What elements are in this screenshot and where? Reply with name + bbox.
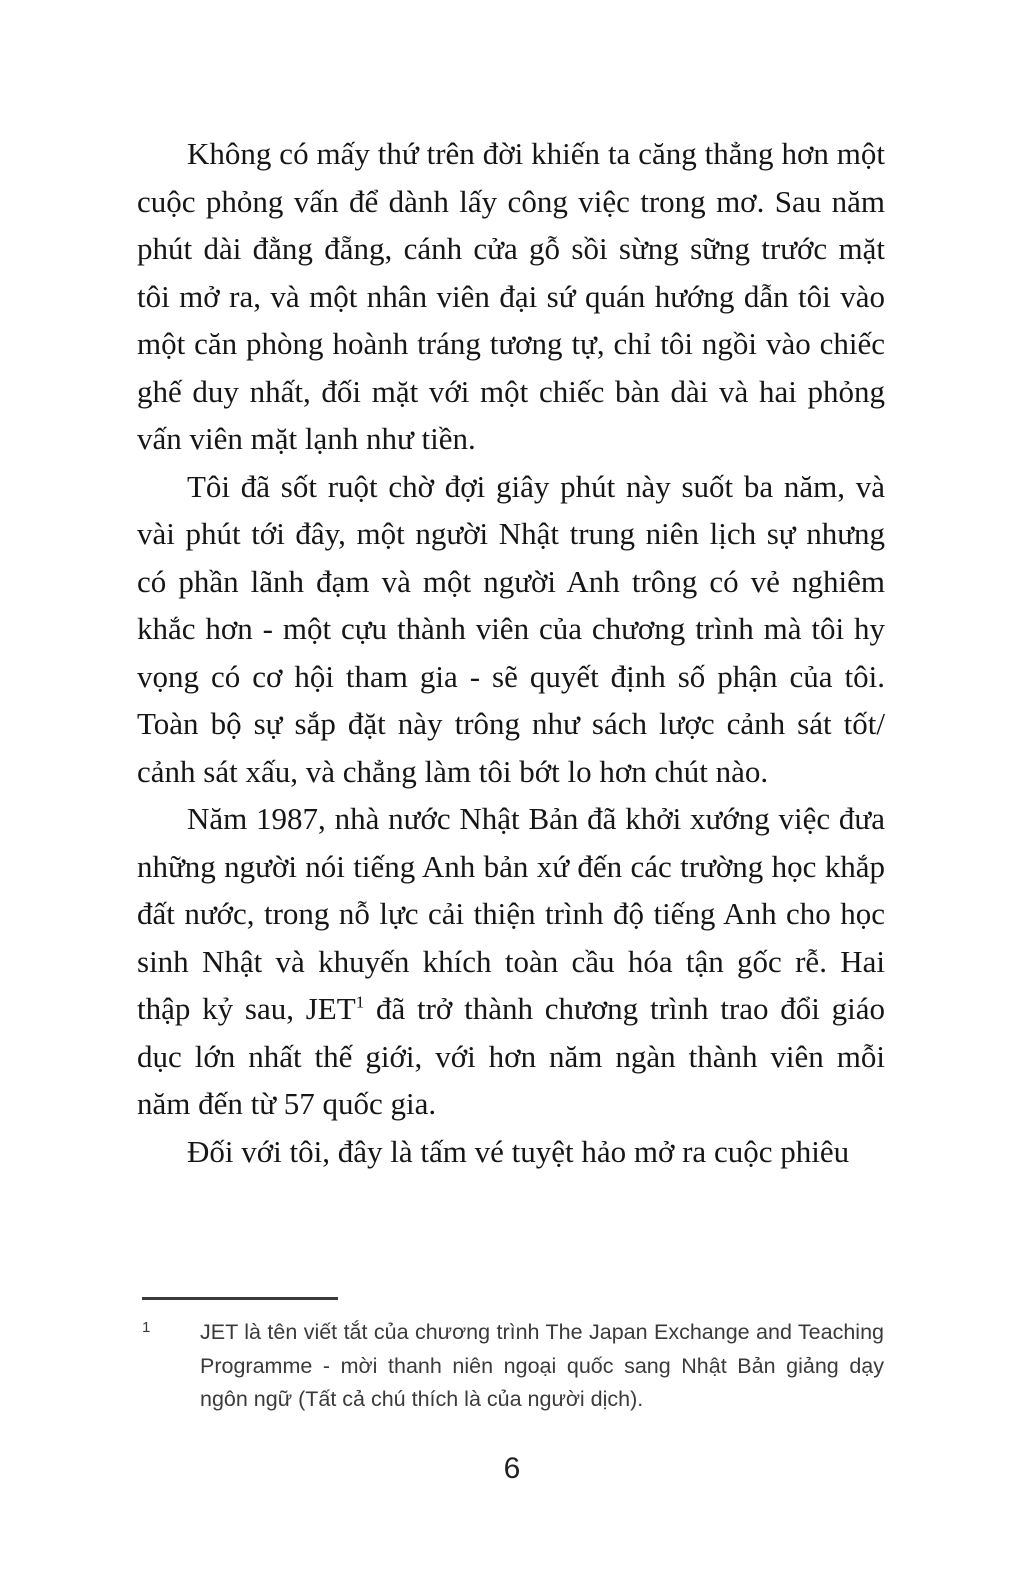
- paragraph-text: Đối với tôi, đây là tấm vé tuyệt hảo mở ra cuộc phiêu: [187, 1133, 850, 1169]
- footnote-text: JET là tên viết tắt của chương trình The Japan Exchange and Teaching Programme - mời thanh niên ngoại quốc sang Nhật Bản giảng dạy ngôn ngữ (Tất cả chú thích là của người dịch).: [200, 1320, 884, 1411]
- body-paragraph: [137, 130, 885, 463]
- body-paragraph: [137, 463, 885, 796]
- page-number: 6: [503, 1452, 521, 1485]
- paragraph-text: đã trở thành chương trình trao đổi giáo dục lớn nhất thế giới, với hơn năm ngàn thành viên mỗi năm đến từ 57 quốc gia.: [137, 991, 885, 1121]
- footnote-marker: 1: [142, 1319, 151, 1336]
- paragraph-text: Tôi đã sốt ruột chờ đợi giây phút này suốt ba năm, và vài phút tới đây, một người Nhật trung niên lịch sự nhưng có phần lãnh đạm và một người Anh trông có vẻ nghiêm khắc hơn - một cựu thành viên của chương trình mà tôi hy vọng có cơ hội tham gia - sẽ quyết định số phận của tôi. Toàn bộ sự sắp đặt này trông như sách lược cảnh sát tốt/ cảnh sát xấu, và chẳng làm tôi bớt lo hơn chút nào.: [137, 468, 885, 789]
- paragraph-text: Năm 1987, nhà nước Nhật Bản đã khởi xướng việc đưa những người nói tiếng Anh bản xứ đến các trường học khắp đất nước, trong nỗ lực cải thiện trình độ tiếng Anh cho học sinh Nhật và khuyến khích toàn cầu hóa tận gốc rễ. Hai thập kỷ sau, JET: [137, 801, 885, 1026]
- footnote-section: [142, 1297, 884, 1417]
- body-paragraph: [137, 1128, 885, 1176]
- footnote-item: [142, 1316, 884, 1417]
- paragraph-text: Không có mấy thứ trên đời khiến ta căng thẳng hơn một cuộc phỏng vấn để dành lấy công việc trong mơ. Sau năm phút dài đằng đẵng, cánh cửa gỗ sồi sừng sững trước mặt tôi mở ra, và một nhân viên đại sứ quán hướng dẫn tôi vào một căn phòng hoành tráng tương tự, chỉ tôi ngồi vào chiếc ghế duy nhất, đối mặt với một chiếc bàn dài và hai phỏng vấn viên mặt lạnh như tiền.: [137, 136, 885, 456]
- body-paragraph: [137, 795, 885, 1128]
- page-body: [137, 130, 885, 1175]
- footnote-divider: [142, 1297, 338, 1300]
- footnote-reference: 1: [355, 992, 365, 1012]
